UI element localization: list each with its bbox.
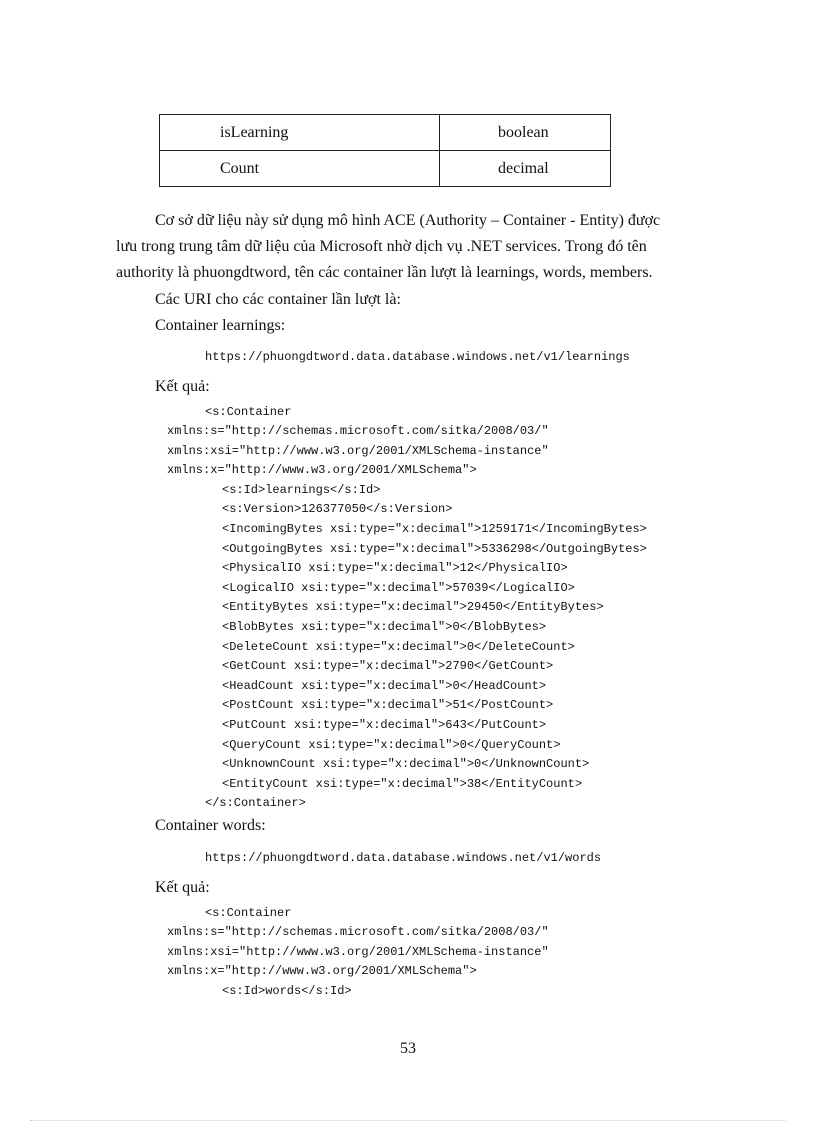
paragraph-line-2: lưu trong trung tâm dữ liệu của Microsoft nhờ dịch vụ .NET services. Trong đó tên <box>116 238 647 255</box>
code-line: xmlns:s="http://schemas.microsoft.com/sitka/2008/03/" <box>167 424 549 438</box>
code-line: <s:Id>learnings</s:Id> <box>222 483 381 497</box>
code-line: xmlns:s="http://schemas.microsoft.com/sitka/2008/03/" <box>167 925 549 939</box>
code-line: <PhysicalIO xsi:type="x:decimal">12</PhysicalIO> <box>222 561 568 575</box>
words-url: https://phuongdtword.data.database.windows.net/v1/words <box>205 851 602 865</box>
code-line: <s:Id>words</s:Id> <box>222 984 352 998</box>
table-row <box>160 151 611 187</box>
learnings-url: https://phuongdtword.data.database.windows.net/v1/learnings <box>205 350 630 364</box>
page-number: 53 <box>400 1040 416 1057</box>
code-line: <PostCount xsi:type="x:decimal">51</PostCount> <box>222 698 554 712</box>
code-line: <EntityCount xsi:type="x:decimal">38</EntityCount> <box>222 777 583 791</box>
code-line: xmlns:xsi="http://www.w3.org/2001/XMLSchema-instance" <box>167 444 549 458</box>
code-line: <s:Container <box>205 405 292 419</box>
field-name-cell: Count <box>160 151 440 187</box>
code-line: xmlns:x="http://www.w3.org/2001/XMLSchema"> <box>167 964 477 978</box>
code-line: <HeadCount xsi:type="x:decimal">0</HeadCount> <box>222 679 547 693</box>
code-line: <PutCount xsi:type="x:decimal">643</PutCount> <box>222 718 547 732</box>
code-line: <QueryCount xsi:type="x:decimal">0</QueryCount> <box>222 738 561 752</box>
code-line: <BlobBytes xsi:type="x:decimal">0</BlobBytes> <box>222 620 547 634</box>
code-line: <IncomingBytes xsi:type="x:decimal">1259171</IncomingBytes> <box>222 522 647 536</box>
code-line: <LogicalIO xsi:type="x:decimal">57039</LogicalIO> <box>222 581 575 595</box>
paragraph-line-1: Cơ sở dữ liệu này sử dụng mô hình ACE (Authority – Container - Entity) được <box>155 212 661 229</box>
code-line: <EntityBytes xsi:type="x:decimal">29450</EntityBytes> <box>222 600 604 614</box>
type-table <box>159 114 611 187</box>
code-line: <OutgoingBytes xsi:type="x:decimal">5336298</OutgoingBytes> <box>222 542 647 556</box>
code-line: <DeleteCount xsi:type="x:decimal">0</DeleteCount> <box>222 640 575 654</box>
words-result-label: Kết quả: <box>155 879 210 896</box>
footer-divider <box>30 1120 786 1121</box>
code-line: <s:Container <box>205 906 292 920</box>
field-name-cell: isLearning <box>160 115 440 151</box>
code-line: </s:Container> <box>205 796 306 810</box>
container-learnings-label: Container learnings: <box>155 317 286 334</box>
code-line: xmlns:x="http://www.w3.org/2001/XMLSchema"> <box>167 463 477 477</box>
paragraph-line-3: authority là phuongdtword, tên các container lần lượt là learnings, words, members. <box>116 264 653 281</box>
field-type-cell: boolean <box>440 115 611 151</box>
code-line: <UnknownCount xsi:type="x:decimal">0</UnknownCount> <box>222 757 590 771</box>
code-line: xmlns:xsi="http://www.w3.org/2001/XMLSchema-instance" <box>167 945 549 959</box>
field-type-cell: decimal <box>440 151 611 187</box>
learnings-result-label: Kết quả: <box>155 378 210 395</box>
code-line: <GetCount xsi:type="x:decimal">2790</GetCount> <box>222 659 554 673</box>
uri-intro: Các URI cho các container lần lượt là: <box>155 291 401 308</box>
container-words-label: Container words: <box>155 817 266 834</box>
code-line: <s:Version>126377050</s:Version> <box>222 502 453 516</box>
table-row <box>160 115 611 151</box>
